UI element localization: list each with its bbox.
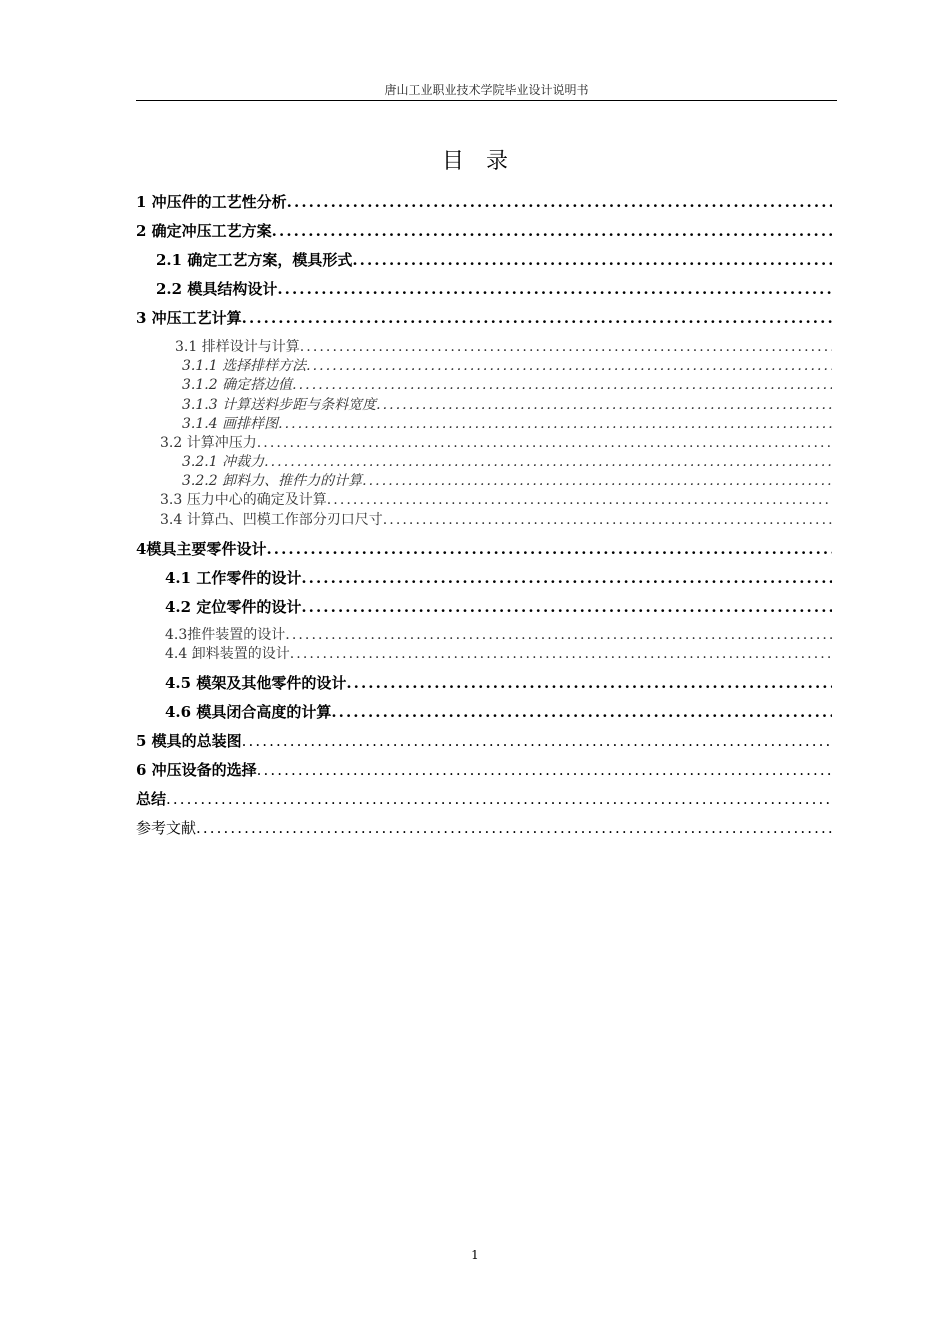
toc-entry-2[interactable] — [136, 221, 832, 241]
toc-leader — [362, 472, 832, 490]
toc-leader — [300, 338, 832, 356]
toc-entry-label: 4.3推件装置的设计 — [165, 627, 286, 643]
toc-entry-3-2-1[interactable] — [182, 453, 832, 471]
toc-entry-label: 4.2 定位零件的设计 — [165, 598, 302, 616]
toc-entry-3-1-3[interactable] — [182, 396, 832, 414]
page-header: 唐山工业职业技术学院毕业设计说明书 — [136, 82, 837, 101]
toc-title: 目录 — [441, 149, 530, 174]
toc-entry-4-4[interactable] — [165, 645, 832, 663]
toc-entry-4-5[interactable] — [165, 673, 832, 693]
toc-entry-3[interactable] — [136, 308, 832, 328]
toc-entry-label: 4模具主要零件设计 — [136, 540, 267, 558]
toc-leader — [272, 221, 832, 241]
toc-leader — [285, 626, 832, 644]
toc-entry-label: 4.6 模具闭合高度的计算 — [165, 703, 332, 721]
toc-leader — [301, 597, 832, 617]
toc-leader — [257, 760, 832, 780]
toc-entry-label: 参考文献 — [136, 819, 197, 837]
toc-leader — [306, 357, 832, 375]
toc-leader — [327, 491, 832, 509]
toc-entry-3-1[interactable] — [175, 338, 832, 356]
toc-leader — [266, 539, 832, 559]
toc-leader — [292, 376, 832, 394]
toc-leader — [242, 731, 832, 751]
toc-entry-4-1[interactable] — [165, 568, 832, 588]
toc-entry-label: 3.1.3 计算送料步距与条料宽度 — [182, 397, 377, 413]
toc-leader — [383, 511, 832, 529]
toc-entry-label: 4.5 模架及其他零件的设计 — [165, 674, 347, 692]
toc-entry-references[interactable] — [136, 818, 832, 838]
toc-entry-3-2-2[interactable] — [182, 472, 832, 490]
toc-entry-4-6[interactable] — [165, 702, 832, 722]
toc-entry-3-4[interactable] — [160, 511, 832, 529]
toc-entry-label: 3 冲压工艺计算 — [136, 309, 242, 327]
toc-entry-3-3[interactable] — [160, 491, 832, 509]
toc-entry-6[interactable] — [136, 760, 832, 780]
toc-entry-label: 3.3 压力中心的确定及计算 — [160, 492, 327, 508]
toc-entry-label: 3.2.2 卸料力、推件力的计算 — [182, 473, 363, 489]
toc-entry-5[interactable] — [136, 731, 832, 751]
page-number: 1 — [471, 1248, 479, 1262]
toc-leader — [331, 702, 832, 722]
toc-leader — [290, 645, 832, 663]
toc-entry-label: 3.1.4 画排样图 — [182, 416, 279, 432]
toc-entry-4-3[interactable] — [165, 626, 832, 644]
toc-leader — [277, 279, 832, 299]
toc-entry-label: 6 冲压设备的选择 — [136, 761, 257, 779]
toc-entry-label: 3.1.2 确定搭边值 — [182, 377, 293, 393]
toc-leader — [257, 434, 832, 452]
toc-entry-label: 1 冲压件的工艺性分析 — [136, 193, 287, 211]
toc-leader — [376, 396, 832, 414]
toc-entry-label: 3.4 计算凸、凹模工作部分刃口尺寸 — [160, 512, 383, 528]
toc-leader — [264, 453, 832, 471]
toc-entry-1[interactable] — [136, 192, 832, 212]
toc-entry-2-2[interactable] — [156, 279, 832, 299]
toc-entry-3-1-1[interactable] — [182, 357, 832, 375]
toc-entry-label: 3.2.1 冲裁力 — [182, 454, 265, 470]
toc-entry-label: 4.4 卸料装置的设计 — [165, 646, 290, 662]
toc-leader — [196, 818, 832, 838]
toc-entry-3-1-2[interactable] — [182, 376, 832, 394]
toc-entry-4[interactable] — [136, 539, 832, 559]
toc-leader — [346, 673, 832, 693]
toc-entry-3-2[interactable] — [160, 434, 832, 452]
toc-leader — [278, 415, 832, 433]
toc-leader — [242, 308, 832, 328]
toc-entry-4-2[interactable] — [165, 597, 832, 617]
toc-entry-2-1[interactable] — [156, 250, 832, 270]
toc-leader — [301, 568, 832, 588]
toc-entry-summary[interactable] — [136, 789, 832, 809]
toc-entry-label: 总结 — [136, 790, 167, 808]
toc-entry-label: 2.2 模具结构设计 — [156, 280, 278, 298]
toc-leader — [352, 250, 832, 270]
toc-entry-label: 3.1.1 选择排样方法 — [182, 358, 307, 374]
toc-entry-label: 5 模具的总装图 — [136, 732, 242, 750]
toc-entry-label: 3.1 排样设计与计算 — [175, 339, 300, 355]
toc-entry-label: 4.1 工作零件的设计 — [165, 569, 302, 587]
toc-entry-label: 2 确定冲压工艺方案 — [136, 222, 272, 240]
toc-entry-label: 3.2 计算冲压力 — [160, 435, 257, 451]
toc-entry-3-1-4[interactable] — [182, 415, 832, 433]
toc-leader — [287, 192, 832, 212]
toc-leader — [166, 789, 832, 809]
toc-entry-label: 2.1 确定工艺方案，模具形式 — [156, 251, 353, 269]
